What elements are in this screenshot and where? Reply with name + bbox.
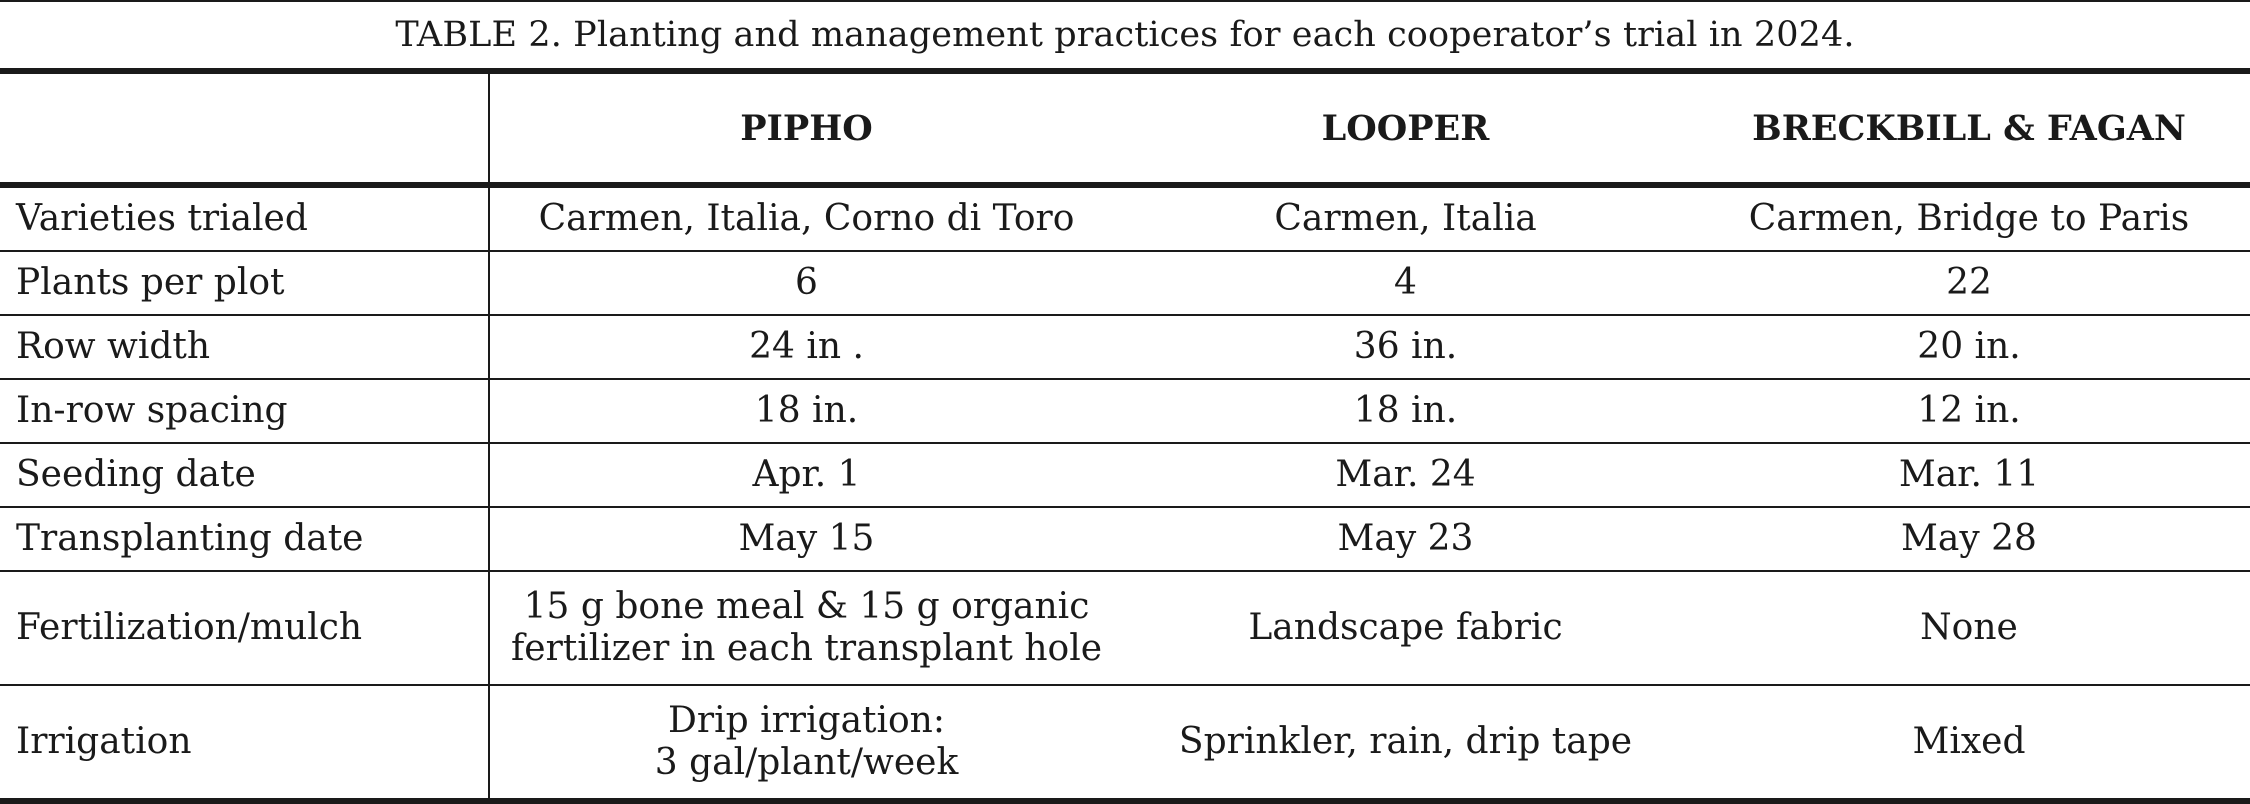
cell-text: Carmen, Bridge to Paris [1748, 198, 2190, 239]
cell-text: Carmen, Italia [1274, 198, 1537, 239]
table-cell [489, 185, 1123, 251]
table-cell [489, 315, 1123, 379]
table-cell [1123, 571, 1688, 685]
table-cell [489, 251, 1123, 315]
cell-text: May 15 [738, 518, 875, 559]
cell-text: 20 in. [1917, 326, 2021, 367]
table-row [0, 443, 2250, 507]
table-cell [1123, 185, 1688, 251]
row-label: Irrigation [0, 685, 489, 801]
row-label: Row width [0, 315, 489, 379]
cell-text: Mar. 24 [1335, 454, 1476, 495]
cell-text: Mar. 11 [1898, 454, 2040, 495]
table-cell [1688, 379, 2250, 443]
cell-text: Landscape fabric [1248, 607, 1563, 648]
cell-text: 6 [795, 262, 818, 303]
cell-text: 3 gal/plant/week [654, 742, 959, 783]
table-caption: TABLE 2. Planting and management practices for each cooperator’s trial in 2024. [395, 15, 1855, 55]
table-row [0, 185, 2250, 251]
header-cell-blank [0, 71, 489, 185]
table-row [0, 685, 2250, 801]
table-cell [1688, 685, 2250, 801]
cell-text: 36 in. [1353, 326, 1458, 367]
practices-table [0, 68, 2250, 804]
cell-text: 15 g bone meal & 15 g organic [523, 586, 1090, 627]
table-cell [1688, 507, 2250, 571]
table-row [0, 251, 2250, 315]
header-cell-pipho: PIPHO [489, 71, 1123, 185]
cell-text: May 28 [1901, 518, 2037, 559]
table-row [0, 379, 2250, 443]
table-cell [489, 443, 1123, 507]
table-row [0, 507, 2250, 571]
cell-text: None [1920, 607, 2018, 648]
cell-text: May 23 [1337, 518, 1474, 559]
table-cell [1688, 185, 2250, 251]
cell-text: Sprinkler, rain, drip tape [1178, 721, 1633, 762]
cell-text: 18 in. [1353, 390, 1458, 431]
table-cell [1123, 443, 1688, 507]
table-cell [489, 571, 1123, 685]
table-row [0, 315, 2250, 379]
table-cell [1123, 315, 1688, 379]
row-label: Plants per plot [0, 251, 489, 315]
cell-text: fertilizer in each transplant hole [510, 628, 1103, 669]
cell-text: 18 in. [754, 390, 859, 431]
table-cell [1123, 507, 1688, 571]
table-cell [1688, 251, 2250, 315]
row-label: Varieties trialed [0, 185, 489, 251]
row-label: In-row spacing [0, 379, 489, 443]
header-cell-breckbill-fagan: BRECKBILL & FAGAN [1688, 71, 2250, 185]
table-cell [489, 507, 1123, 571]
row-label: Seeding date [0, 443, 489, 507]
cell-text: 22 [1946, 262, 1992, 303]
table-cell [1688, 443, 2250, 507]
cell-text: Carmen, Italia, Corno di Toro [538, 198, 1075, 239]
table-cell [1123, 685, 1688, 801]
cell-text: Drip irrigation: [668, 700, 945, 741]
table-body [0, 185, 2250, 801]
row-label: Fertilization/mulch [0, 571, 489, 685]
table-cell [1123, 251, 1688, 315]
table-row [0, 571, 2250, 685]
cell-text: Mixed [1912, 721, 2026, 762]
table-cell [489, 685, 1123, 801]
cell-text: 24 in . [749, 326, 864, 367]
cell-text: 4 [1394, 262, 1417, 303]
table-cell [1688, 315, 2250, 379]
table-cell [489, 379, 1123, 443]
table-cell [1688, 571, 2250, 685]
table-cell [1123, 379, 1688, 443]
row-label: Transplanting date [0, 507, 489, 571]
header-cell-looper: LOOPER [1123, 71, 1688, 185]
cell-text: 12 in. [1917, 390, 2021, 431]
header-row [0, 71, 2250, 185]
cell-text: Apr. 1 [752, 454, 861, 495]
